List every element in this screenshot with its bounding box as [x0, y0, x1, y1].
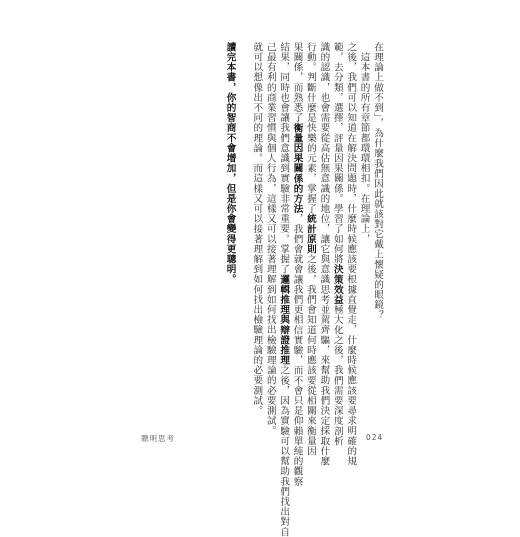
- bold-text-run: 統計原則: [304, 213, 316, 255]
- text-column: [344, 42, 357, 467]
- bold-text-run: 邏輯推理與辯證推理: [278, 274, 290, 366]
- text-run: 極大化之後，我們需要深度剖析: [331, 304, 343, 447]
- text-run: 己最有利的商業習慣與個人行為，這樣又可以接著理解到如何找出檢驗理論的必要測試。: [264, 42, 276, 436]
- text-run: 果關係，而熟悉了: [291, 42, 303, 123]
- page-number: 024: [366, 433, 384, 442]
- text-column: [304, 42, 317, 457]
- text-column: [250, 42, 263, 416]
- text-run: 範，去分類，選擇，評量因果關係。學習了如何將: [331, 42, 343, 265]
- bold-text-run: 決策效益: [331, 264, 343, 305]
- text-column: [263, 42, 276, 436]
- text-column: [357, 42, 370, 382]
- text-run: 這本書的所有章節都環環相扣。在理論上，: [358, 42, 370, 244]
- text-run: 就可以想像出不同的理論。而這樣又可以接著理解到如何找出檢驗理論的必要測試。: [251, 42, 263, 416]
- text-column: [277, 42, 290, 537]
- text-column: [317, 42, 330, 467]
- text-run: 之後，我們會知道何時應該要從相關來衡量因: [304, 254, 316, 457]
- text-column: [330, 42, 343, 447]
- text-run: 之後，我們可以知道在解決問題時，什麼時候應該要根據直覺走，什麼時候應該要尋求明確的規: [345, 42, 357, 467]
- text-column: [223, 42, 236, 382]
- text-run: ，我們會就會讓我們更相信實驗，而不會只是仰賴單純的觀察: [291, 213, 303, 487]
- text-run: 行動。判斷什麼是快樂的元素，掌握了: [304, 42, 316, 214]
- text-column: [371, 42, 384, 382]
- bold-text-run: 衡量因果關係的方法: [291, 122, 303, 214]
- footer-book-title: 聰明思考: [141, 434, 175, 443]
- text-column: [237, 42, 250, 382]
- bold-text-run: 讀完本書，你的智商不會增加，但是你會變得更聰明。: [224, 42, 236, 285]
- text-run: 在理論上做不到」，為什麼我們因此就該對它戴上懷疑的眼鏡？: [372, 42, 383, 320]
- text-run: 結果，同時也會讓我們意識到實驗非常重要。掌握了: [278, 42, 290, 275]
- text-run: 識的認識，也會需要從高估無意識的地位，讓它與意識思考並駕齊驅，來幫助我們決定採取什麼: [318, 42, 330, 467]
- text-column: [290, 42, 303, 487]
- text-run: 之後，因為實驗可以幫助我們找出對自: [278, 365, 290, 537]
